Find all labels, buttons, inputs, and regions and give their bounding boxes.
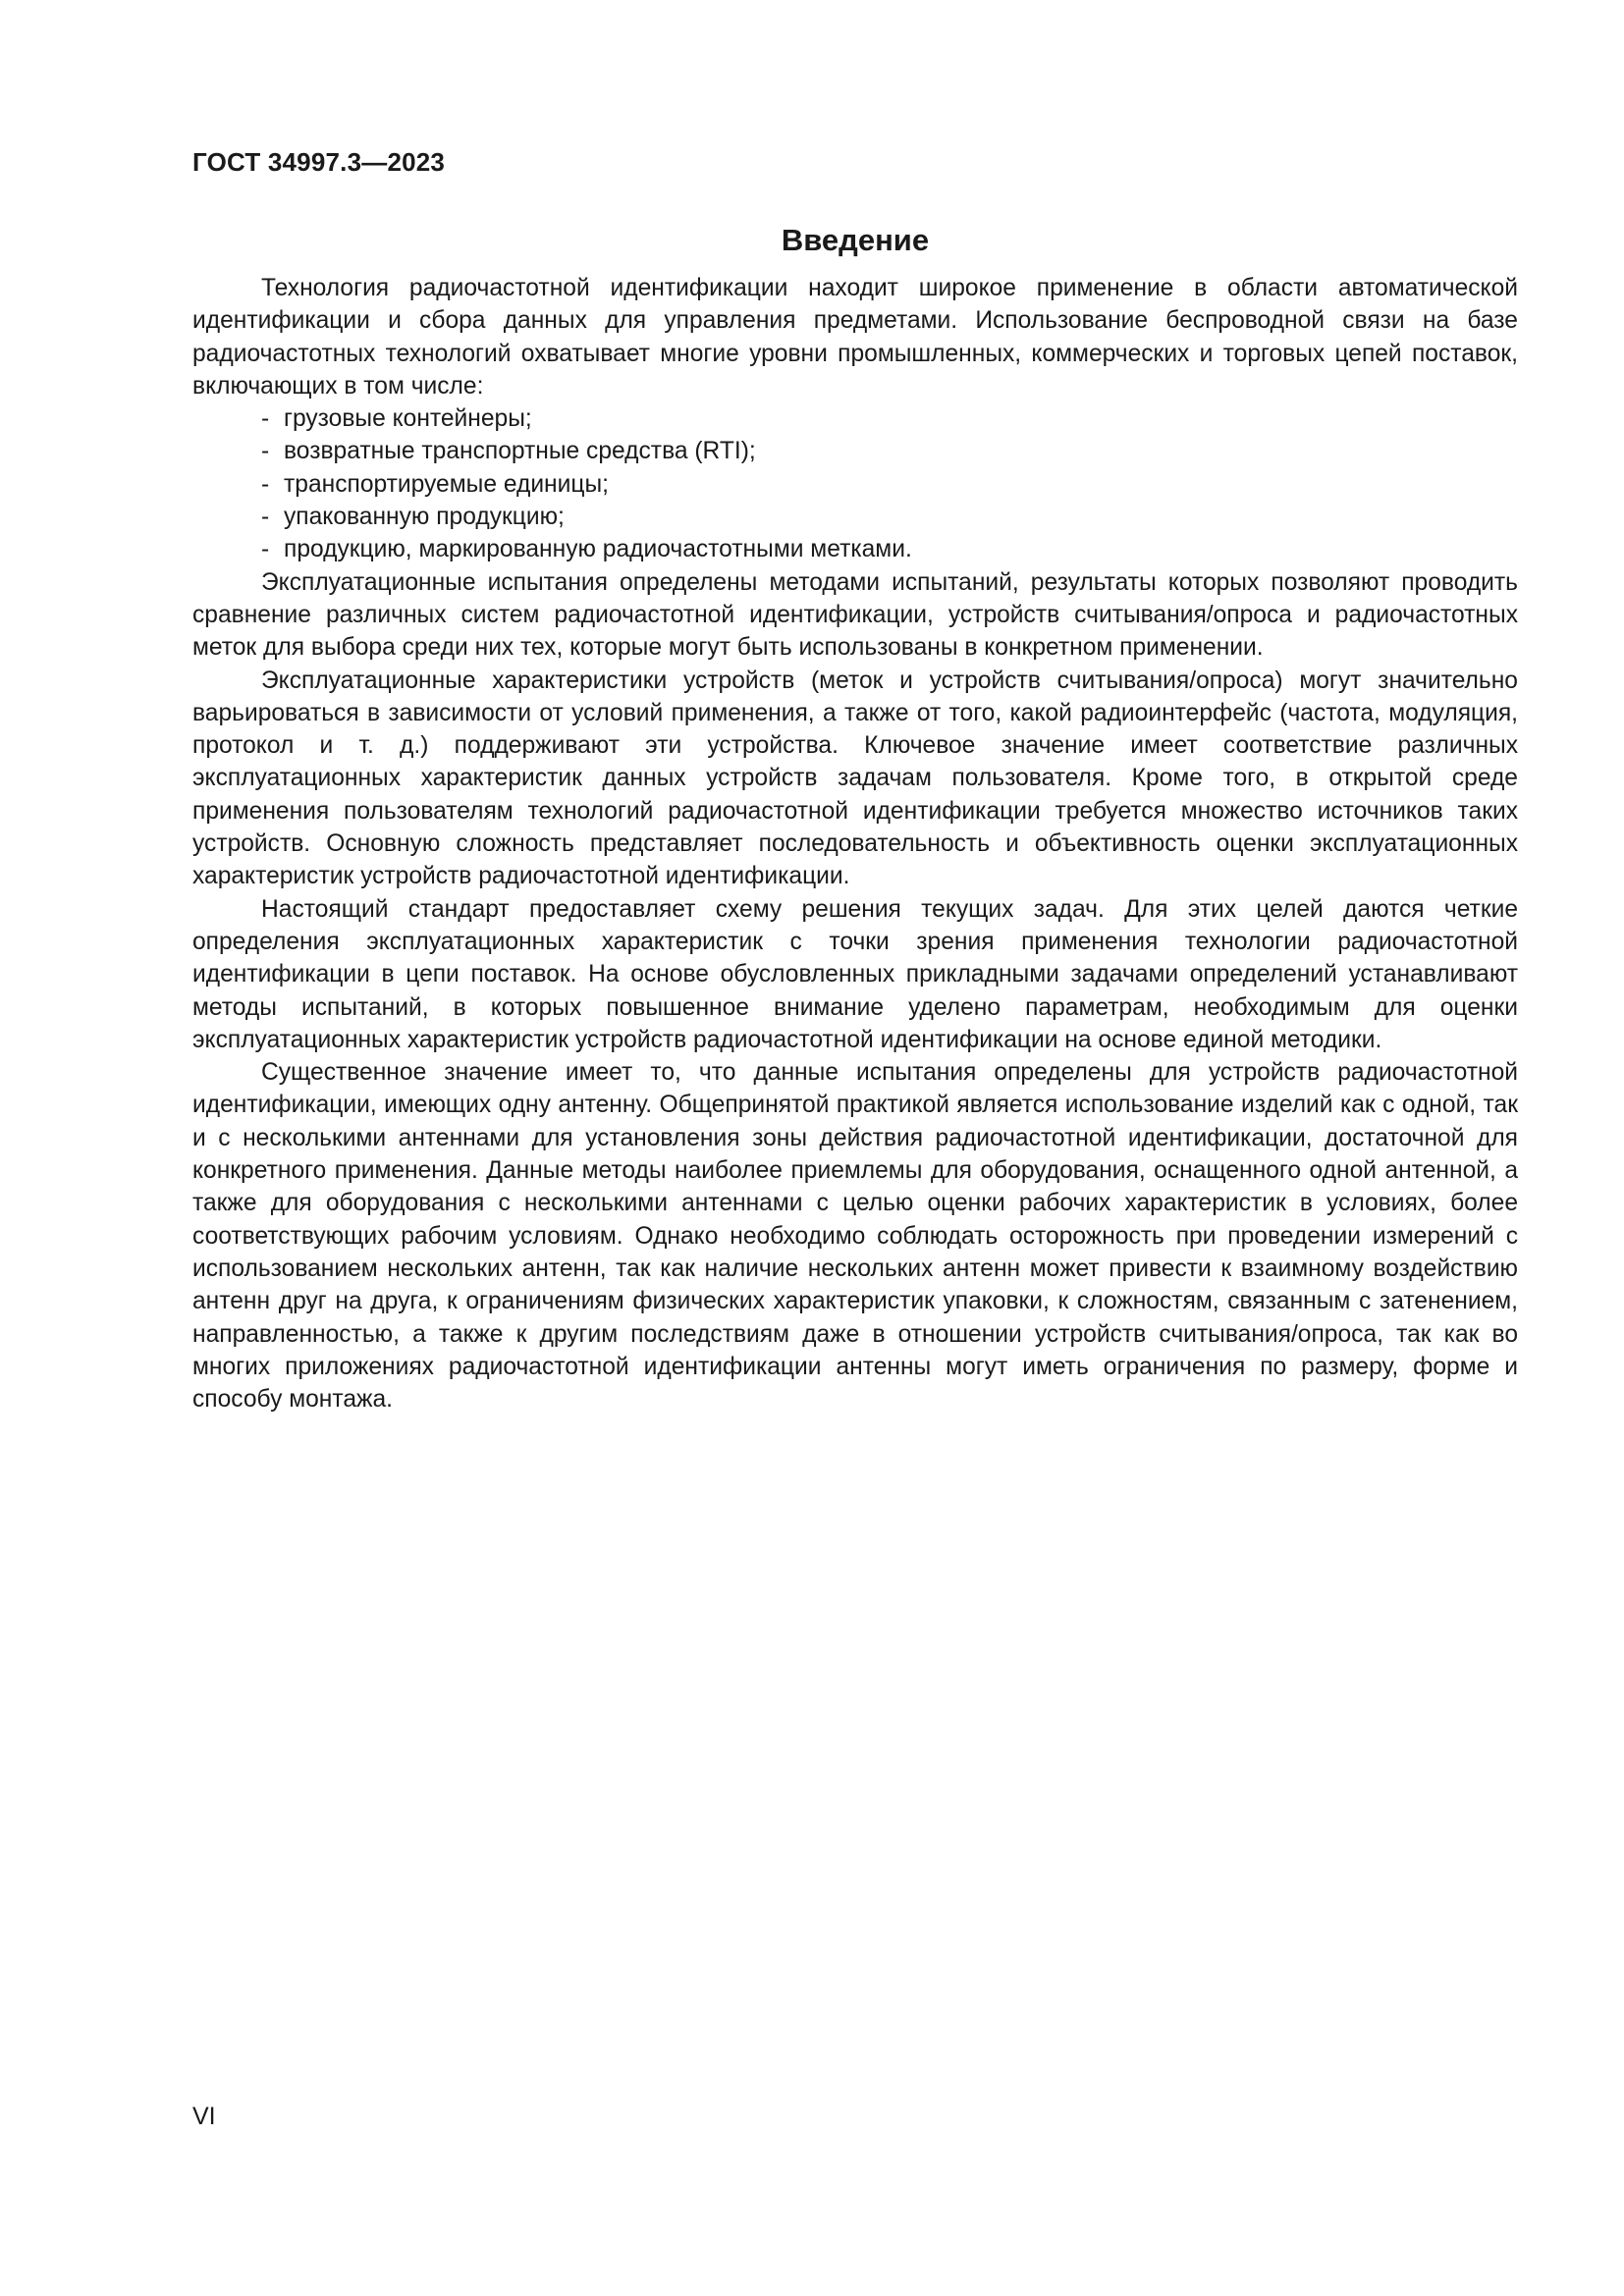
list-item xyxy=(192,435,1518,467)
body-paragraph: Существенное значение имеет то, что данные испытания определены для устройств радиочастотной идентификации, имеющих одну антенну. Общепринятой практикой является использование изделий как с одной, так и с несколькими антеннами для установления зоны действия радиочастотной идентификации, достаточной для конкретного применения. Данные методы наиболее приемлемы для оборудования, оснащенного одной антенной, а также для оборудования с несколькими антеннами с целью оценки рабочих характеристик в условиях, более соответствующих рабочим условиям. Однако необходимо соблюдать осторожность при проведении измерений с использованием нескольких антенн, так как наличие нескольких антенн может привести к взаимному воздействию антенн друг на друга, к ограничениям физических характеристик упаковки, к сложностям, связанным с затенением, направленностью, а также к другим последствиям даже в отношении устройств считывания/опроса, так как во многих приложениях радиочастотной идентификации антенны могут иметь ограничения по размеру, форме и способу монтажа. xyxy=(192,1059,1518,1414)
list-item xyxy=(192,533,1518,565)
body-paragraph: Эксплуатационные характеристики устройств (меток и устройств считывания/опроса) могут значительно варьироваться в зависимости от условий применения, а также от того, какой радиоинтерфейс (частота, модуляция, протокол и т. д.) поддерживают эти устройства. Ключевое значение имеет соответствие различных эксплуатационных характеристик данных устройств задачам пользователя. Кроме того, в открытой среде применения пользователям технологий радиочастотной идентификации требуется множество источников таких устройств. Основную сложность представляет последовательность и объективность оценки эксплуатационных характеристик устройств радиочастотной идентификации. xyxy=(192,667,1518,890)
intro-paragraph: Технология радиочастотной идентификации находит широкое применение в области автоматической идентификации и сбора данных для управления предметами. Использование беспроводной связи на базе радиочастотных технологий охватывает многие уровни промышленных, коммерческих и торговых цепей поставок, включающих в том числе: xyxy=(192,275,1518,400)
list-item-text: упакованную продукцию; xyxy=(284,504,565,531)
list-dash: - xyxy=(261,470,270,498)
list-dash: - xyxy=(261,504,270,531)
supply-chain-list xyxy=(192,402,1518,565)
list-dash: - xyxy=(261,438,270,465)
document-id-header: ГОСТ 34997.3—2023 xyxy=(192,147,446,177)
page-number: VI xyxy=(192,2103,216,2130)
list-item-text: транспортируемые единицы; xyxy=(284,470,609,498)
list-item-text: возвратные транспортные средства (RTI); xyxy=(284,438,756,465)
list-item-text: продукцию, маркированную радиочастотными метками. xyxy=(284,536,912,563)
page-content xyxy=(192,221,1518,1415)
section-title: Введение xyxy=(781,223,930,257)
list-dash: - xyxy=(261,405,270,433)
list-item-text: грузовые контейнеры; xyxy=(284,405,532,433)
body-paragraph: Эксплуатационные испытания определены методами испытаний, результаты которых позволяют проводить сравнение различных систем радиочастотной идентификации, устройств считывания/опроса и радиочастотных меток для выбора среди них тех, которые могут быть использованы в конкретном применении. xyxy=(192,568,1518,662)
list-item xyxy=(192,501,1518,533)
list-item xyxy=(192,468,1518,501)
body-paragraph: Настоящий стандарт предоставляет схему решения текущих задач. Для этих целей даются четкие определения эксплуатационных характеристик с точки зрения применения технологии радиочастотной идентификации в цепи поставок. На основе обусловленных прикладными задачами определений устанавливают методы испытаний, в которых повышенное внимание уделено параметрам, необходимым для оценки эксплуатационных характеристик устройств радиочастотной идентификации на основе единой методики. xyxy=(192,895,1518,1053)
list-dash: - xyxy=(261,536,270,563)
list-item xyxy=(192,402,1518,435)
